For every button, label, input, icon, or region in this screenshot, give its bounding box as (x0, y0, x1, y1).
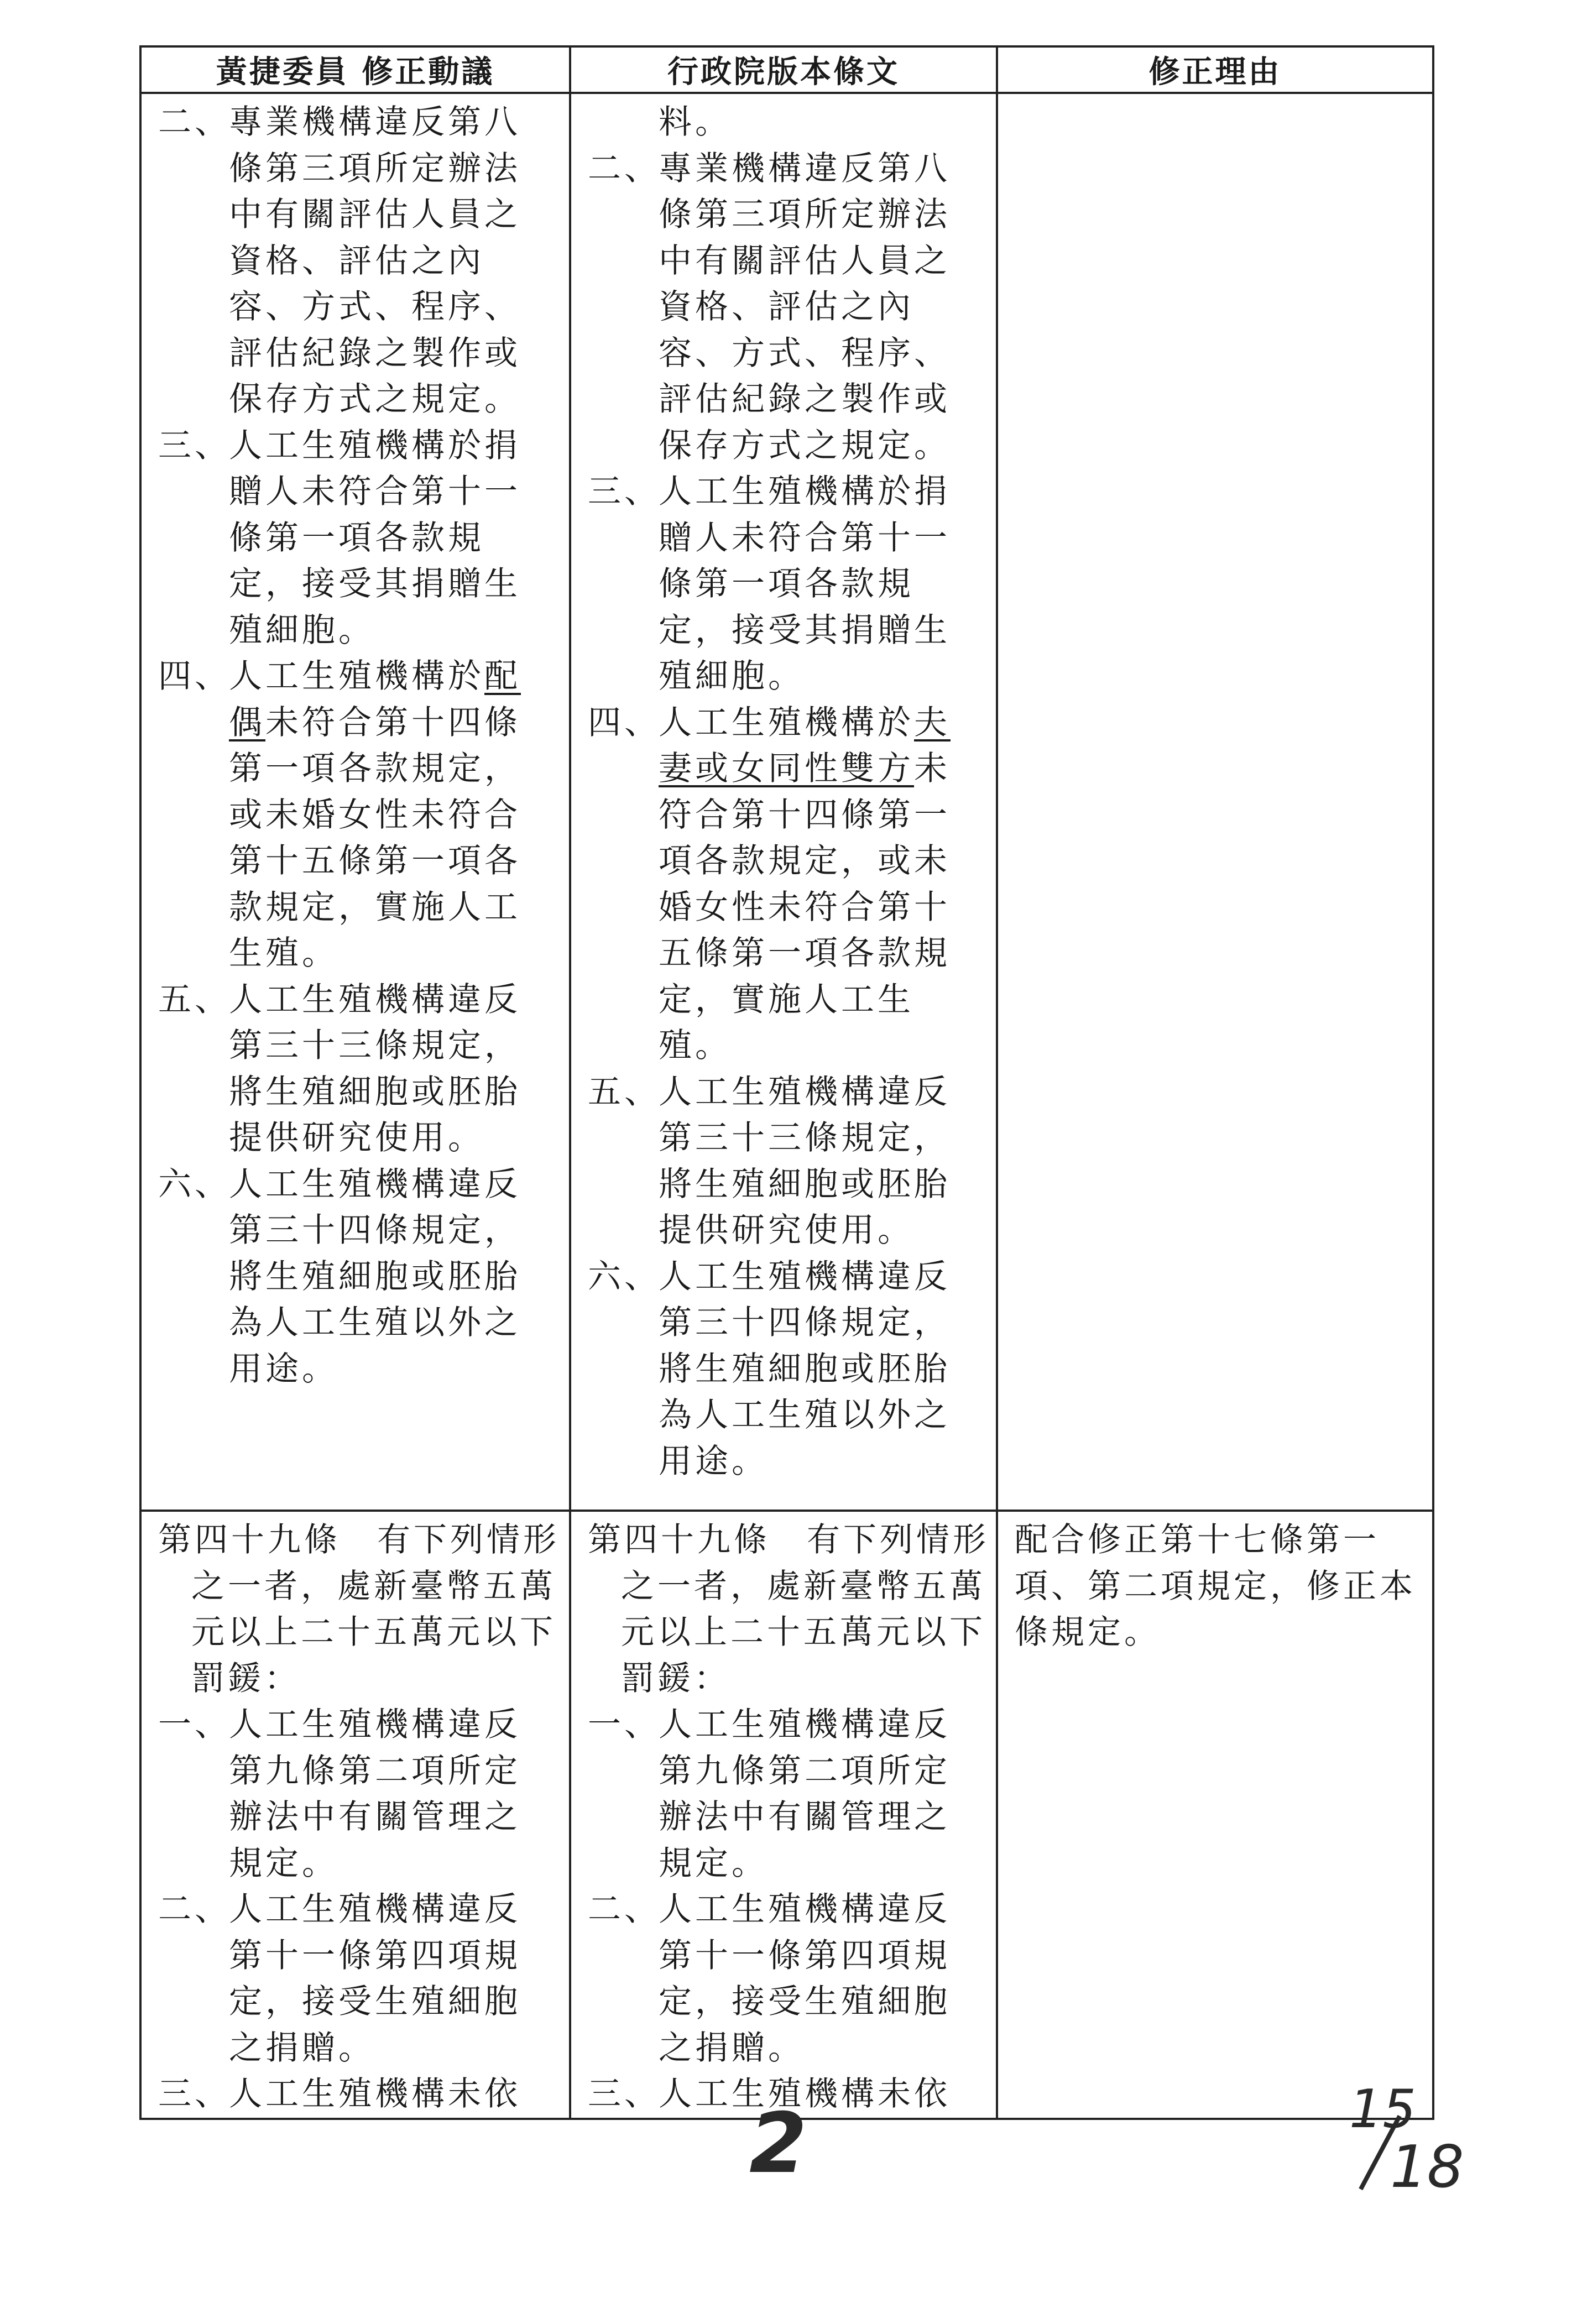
item-marker: 六、 (588, 1257, 661, 1296)
list-item (158, 977, 552, 1162)
item-line: 保存方式之規定。 (229, 380, 521, 419)
item-line: 第三十三條規定， (659, 1119, 951, 1157)
article-heading: 第四十九條 有下列情形 (588, 1521, 989, 1559)
item-line: 人工生殖機構未依 (229, 2075, 521, 2113)
item-text (659, 1702, 951, 1887)
article-line: 之一者，處新臺幣五萬 (621, 1566, 986, 1606)
item-text (229, 100, 521, 423)
item-line: 殖細胞。 (229, 610, 375, 650)
article-line: 元以上二十五萬元以下 (191, 1613, 556, 1652)
item-text (229, 977, 521, 1162)
comparison-table (139, 45, 1434, 2120)
item-line: 五條第一項各款規 (659, 934, 951, 973)
item-line: 贈人未符合第十一 (659, 518, 951, 557)
reason-line: 配合修正第十七條第一 (1015, 1521, 1380, 1559)
item-line: 人工生殖機構違反 (229, 1164, 521, 1204)
item-line: 條第一項各款規 (659, 565, 914, 603)
item-line: 為人工生殖以外之 (659, 1396, 951, 1434)
item-line: 將生殖細胞或胚胎 (229, 1257, 521, 1296)
list-item (588, 146, 979, 469)
item-line: 人工生殖機構違反 (229, 980, 521, 1019)
item-line: 資格、評估之內 (229, 241, 484, 280)
item-text (229, 423, 521, 654)
list-item (158, 2071, 552, 2118)
item-marker: 五、 (588, 1072, 661, 1111)
list-item (158, 654, 552, 977)
item-line: 人工生殖機構違反 (659, 1890, 951, 1929)
reason-text (998, 94, 1432, 100)
item-line: 將生殖細胞或胚胎 (229, 1072, 521, 1111)
item-marker: 二、 (588, 149, 661, 188)
article-line: 之一者，處新臺幣五萬 (191, 1566, 556, 1606)
executive-text (571, 94, 996, 1485)
motion-cell (140, 1511, 570, 2119)
item-marker: 三、 (588, 472, 661, 511)
item-line: 婚女性未符合第十 (659, 887, 951, 927)
article-heading: 第四十九條 有下列情形 (158, 1521, 560, 1559)
item-marker: 四、 (158, 657, 231, 696)
list-item (588, 469, 979, 700)
motion-text (142, 1512, 569, 2118)
list-item (588, 1702, 979, 1887)
item-line: 人工生殖機構違反 (229, 1890, 521, 1929)
item-marker: 三、 (158, 426, 231, 465)
list-item (158, 100, 552, 423)
article-line: 罰鍰： (191, 1659, 301, 1698)
item-line (659, 746, 951, 792)
header-executive-version: 行政院版本條文 (570, 46, 997, 93)
list-item (158, 1887, 552, 2071)
item-line: 條第三項所定辦法 (659, 195, 951, 234)
item-line: 第三十三條規定， (229, 1026, 521, 1065)
item-line: 第十一條第四項規 (229, 1936, 521, 1975)
item-line: 定，接受生殖細胞 (659, 1982, 951, 2021)
item-marker: 一、 (158, 1705, 231, 1744)
item-line: 專業機構違反第八 (229, 103, 521, 142)
item-line-text: 人工生殖機構於 (229, 657, 484, 696)
item-line: 評估紀錄之製作或 (229, 333, 521, 373)
item-marker: 一、 (588, 1705, 661, 1744)
item-line: 資格、評估之內 (659, 288, 914, 326)
item-line: 評估紀錄之製作或 (659, 380, 951, 419)
item-text (659, 469, 951, 700)
header-row (140, 46, 1433, 93)
item-line: 中有關評估人員之 (659, 241, 951, 280)
reason-line: 條規定。 (1015, 1613, 1161, 1652)
item-line-text: 未 (914, 749, 951, 788)
item-marker: 二、 (158, 103, 231, 142)
item-line: 人工生殖機構違反 (659, 1257, 951, 1296)
item-line: 第九條第二項所定 (659, 1751, 951, 1790)
item-line: 或未婚女性未符合 (229, 795, 521, 834)
item-marker: 三、 (588, 2075, 661, 2113)
item-line: 殖細胞。 (659, 657, 805, 696)
item-line: 將生殖細胞或胚胎 (659, 1349, 951, 1388)
reason-cell (997, 93, 1433, 1511)
motion-cell (140, 93, 570, 1511)
item-line: 之捐贈。 (659, 2028, 805, 2067)
item-line: 為人工生殖以外之 (229, 1303, 521, 1342)
item-line: 容、方式、程序、 (229, 288, 521, 326)
item-line: 定，接受生殖細胞 (229, 1982, 521, 2021)
page-number: 2 (749, 2096, 807, 2192)
article-line: 罰鍰： (621, 1659, 730, 1698)
item-line (659, 700, 951, 746)
item-line: 第十一條第四項規 (659, 1936, 951, 1975)
item-line: 第十五條第一項各 (229, 842, 521, 880)
item-line: 人工生殖機構違反 (229, 1705, 521, 1744)
list-item (158, 1702, 552, 1887)
item-line: 第三十四條規定， (229, 1211, 521, 1250)
item-line (229, 700, 521, 746)
article-line: 元以上二十五萬元以下 (621, 1613, 986, 1652)
item-line: 符合第十四條第一 (659, 795, 951, 834)
item-line: 第九條第二項所定 (229, 1751, 521, 1790)
item-line: 人工生殖機構未依 (659, 2075, 951, 2113)
underlined-text: 妻或女同性雙方 (659, 749, 914, 788)
item-line: 用途。 (659, 1442, 768, 1481)
item-line-text: 未符合第十四條 (265, 703, 521, 742)
item-line: 用途。 (229, 1349, 338, 1388)
item-line: 提供研究使用。 (229, 1119, 484, 1157)
item-line: 辦法中有關管理之 (229, 1798, 521, 1836)
item-line: 中有關評估人員之 (229, 195, 521, 234)
item-line: 項各款規定，或未 (659, 842, 951, 880)
item-line: 規定。 (659, 1843, 768, 1883)
item-line: 人工生殖機構違反 (659, 1072, 951, 1111)
item-marker: 五、 (158, 980, 231, 1019)
item-line: 條第一項各款規 (229, 518, 484, 557)
list-item (588, 1254, 979, 1485)
item-line: 之捐贈。 (229, 2028, 375, 2067)
reason-text (998, 1512, 1432, 1656)
item-line: 人工生殖機構於捐 (229, 426, 521, 465)
item-line: 第一項各款規定， (229, 749, 521, 788)
item-line: 將生殖細胞或胚胎 (659, 1164, 951, 1204)
executive-cell (570, 1511, 997, 2119)
item-line: 贈人未符合第十一 (229, 472, 521, 511)
table-row (140, 93, 1433, 1511)
list-item (588, 700, 979, 1069)
item-line: 定，實施人工生 (659, 980, 914, 1019)
item-line: 第三十四條規定， (659, 1303, 951, 1342)
item-line: 生殖。 (229, 934, 338, 973)
item-text (659, 1069, 951, 1254)
item-marker: 三、 (158, 2075, 231, 2113)
reason-line: 項、第二項規定，修正本 (1015, 1566, 1416, 1606)
item-text (229, 654, 521, 977)
item-line: 殖。 (659, 1026, 732, 1065)
item-line: 保存方式之規定。 (659, 426, 951, 465)
handwritten-sheet-number (1349, 2079, 1464, 2206)
item-line (229, 654, 521, 700)
executive-text (571, 1512, 996, 2118)
item-line: 定，接受其捐贈生 (659, 610, 951, 650)
header-reason: 修正理由 (997, 46, 1433, 93)
item-line: 提供研究使用。 (659, 1211, 914, 1250)
sheet-denominator: 18 (1390, 2133, 1464, 2201)
item-line: 規定。 (229, 1843, 338, 1883)
item-text (659, 146, 951, 469)
item-line: 條第三項所定辦法 (229, 149, 521, 188)
item-line: 容、方式、程序、 (659, 333, 951, 373)
item-marker: 二、 (588, 1890, 661, 1929)
reason-cell (997, 1511, 1433, 2119)
motion-text (142, 94, 569, 1392)
list-item (158, 423, 552, 654)
executive-cell (570, 93, 997, 1511)
list-item (588, 1069, 979, 1254)
item-text (229, 1887, 521, 2071)
list-item (588, 1887, 979, 2071)
list-item (158, 1162, 552, 1393)
item-line: 辦法中有關管理之 (659, 1798, 951, 1836)
item-text (659, 1887, 951, 2071)
continued-line: 料。 (659, 103, 732, 142)
item-text (229, 2071, 521, 2118)
table-row (140, 1511, 1433, 2119)
item-line: 專業機構違反第八 (659, 149, 951, 188)
item-text (229, 1702, 521, 1887)
underlined-text: 夫 (914, 703, 951, 742)
item-line-text: 人工生殖機構於 (659, 703, 914, 742)
item-line: 定，接受其捐贈生 (229, 565, 521, 603)
item-text (659, 1254, 951, 1485)
sheet-numerator: 15 (1349, 2079, 1416, 2140)
item-line: 人工生殖機構於捐 (659, 472, 951, 511)
header-motion: 黃捷委員 修正動議 (140, 46, 570, 93)
item-text (659, 700, 951, 1069)
item-marker: 二、 (158, 1890, 231, 1929)
item-line: 人工生殖機構違反 (659, 1705, 951, 1744)
underlined-text: 配 (484, 657, 521, 696)
item-marker: 六、 (158, 1164, 231, 1204)
item-marker: 四、 (588, 703, 661, 742)
item-line: 款規定，實施人工 (229, 887, 521, 927)
item-text (229, 1162, 521, 1393)
underlined-text: 偶 (229, 703, 265, 742)
